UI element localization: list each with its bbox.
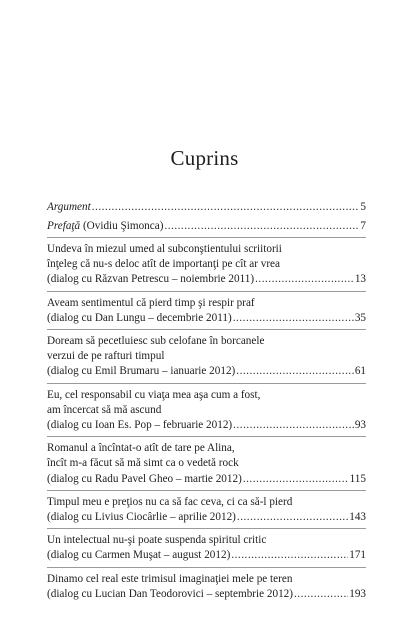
dot-leader	[237, 510, 348, 525]
dot-leader	[164, 219, 359, 234]
page-number: 143	[349, 511, 366, 524]
separator	[47, 436, 366, 437]
toc-entry-title	[47, 219, 163, 234]
dot-leader	[231, 548, 348, 563]
toc-entry-row	[47, 272, 366, 287]
toc-entry-subtitle: (dialog cu Răzvan Petrescu – noiembrie 2011)	[47, 273, 255, 286]
toc-entry-line: înţeleg că nu-s deloc atît de importanţi pe cît ar vrea	[47, 258, 280, 271]
toc-entry-subtitle: (dialog cu Ioan Es. Pop – februarie 2012)	[47, 419, 233, 432]
toc-entry-title-italic: Prefaţă	[47, 219, 81, 232]
toc-entry	[47, 334, 366, 380]
toc-entry-subtitle: (dialog cu Lucian Dan Teodorovici – septembrie 2012)	[47, 587, 293, 600]
toc-entry	[47, 388, 366, 434]
toc-entry-line: încît m-a făcut să mă simt ca o vedetă rock	[47, 457, 239, 470]
page-number: 115	[349, 472, 366, 485]
dot-leader	[233, 311, 354, 326]
page-number: 35	[354, 311, 366, 324]
page-number: 7	[360, 219, 366, 232]
page-number: 13	[354, 273, 366, 286]
toc-entry-line: Dinamo cel real este trimisul imaginaţiei mele pe teren	[47, 572, 293, 585]
toc-entry-row	[47, 548, 366, 563]
toc-entry-subtitle: (dialog cu Livius Ciocârlie – aprilie 2012)	[47, 511, 236, 524]
page-number: 93	[354, 419, 366, 432]
toc-entry	[47, 495, 366, 525]
toc-entry-row	[47, 200, 366, 215]
toc-entry-subtitle: (dialog cu Dan Lungu – decembrie 2011)	[47, 311, 232, 324]
dot-leader	[92, 200, 360, 215]
separator	[47, 383, 366, 384]
toc-entry	[47, 219, 366, 234]
page-title: Cuprins	[170, 146, 239, 170]
toc-entry-line: Doream să pecetluiesc sub celofane în borcanele	[47, 335, 265, 348]
page-number: 61	[354, 365, 366, 378]
toc-entry-row	[47, 472, 366, 487]
toc-entry-subtitle: (dialog cu Radu Pavel Gheo – martie 2012)	[47, 472, 242, 485]
toc-entry-subtitle: (dialog cu Emil Brumaru – ianuarie 2012)	[47, 365, 236, 378]
toc-entry-line: Timpul meu e preţios nu ca să fac ceva, ci ca să-l pierd	[47, 495, 293, 508]
separator	[47, 329, 366, 330]
toc-entry-line: Aveam sentimentul că pierd timp şi respir praf	[47, 296, 255, 309]
separator	[47, 528, 366, 529]
toc-entry	[47, 441, 366, 487]
separator	[47, 291, 366, 292]
toc-entry	[47, 242, 366, 288]
dot-leader	[243, 472, 349, 487]
separator	[47, 567, 366, 568]
page-number: 5	[360, 201, 366, 213]
toc-entry-row	[47, 219, 366, 234]
toc-entry-row	[47, 364, 366, 379]
toc-entry	[47, 296, 366, 326]
dot-leader	[233, 418, 354, 433]
page-number: 171	[349, 549, 366, 562]
toc-entry-line: verzui de pe rafturi timpul	[47, 350, 165, 363]
toc-entry-line: am încercat să mă ascund	[47, 403, 162, 416]
toc-entry-line: Romanul a încîntat-o atît de tare pe Alina,	[47, 442, 235, 455]
toc-entry-row	[47, 311, 366, 326]
toc-entry-row	[47, 510, 366, 525]
toc-entry	[47, 200, 366, 215]
toc-entry-line: Un intelectual nu-şi poate suspenda spiritul critic	[47, 534, 267, 547]
toc-entry	[47, 533, 366, 563]
dot-leader	[294, 587, 348, 602]
toc-entry-line: Undeva în miezul umed al subconştientului scriitorii	[47, 243, 282, 255]
table-of-contents	[47, 200, 366, 602]
toc-entry-title: Argument	[47, 201, 91, 213]
separator	[47, 237, 366, 238]
toc-entry-row	[47, 587, 366, 602]
toc-entry-row	[47, 418, 366, 433]
toc-entry-line: Eu, cel responsabil cu viaţa mea aşa cum a fost,	[47, 388, 261, 401]
toc-entry-subtitle: (dialog cu Carmen Muşat – august 2012)	[47, 549, 231, 562]
separator	[47, 490, 366, 491]
dot-leader	[255, 272, 354, 287]
dot-leader	[236, 364, 354, 379]
toc-entry	[47, 572, 366, 602]
page-number: 193	[349, 587, 366, 600]
toc-entry-title-rest: (Ovidiu Şimonca)	[80, 219, 164, 232]
